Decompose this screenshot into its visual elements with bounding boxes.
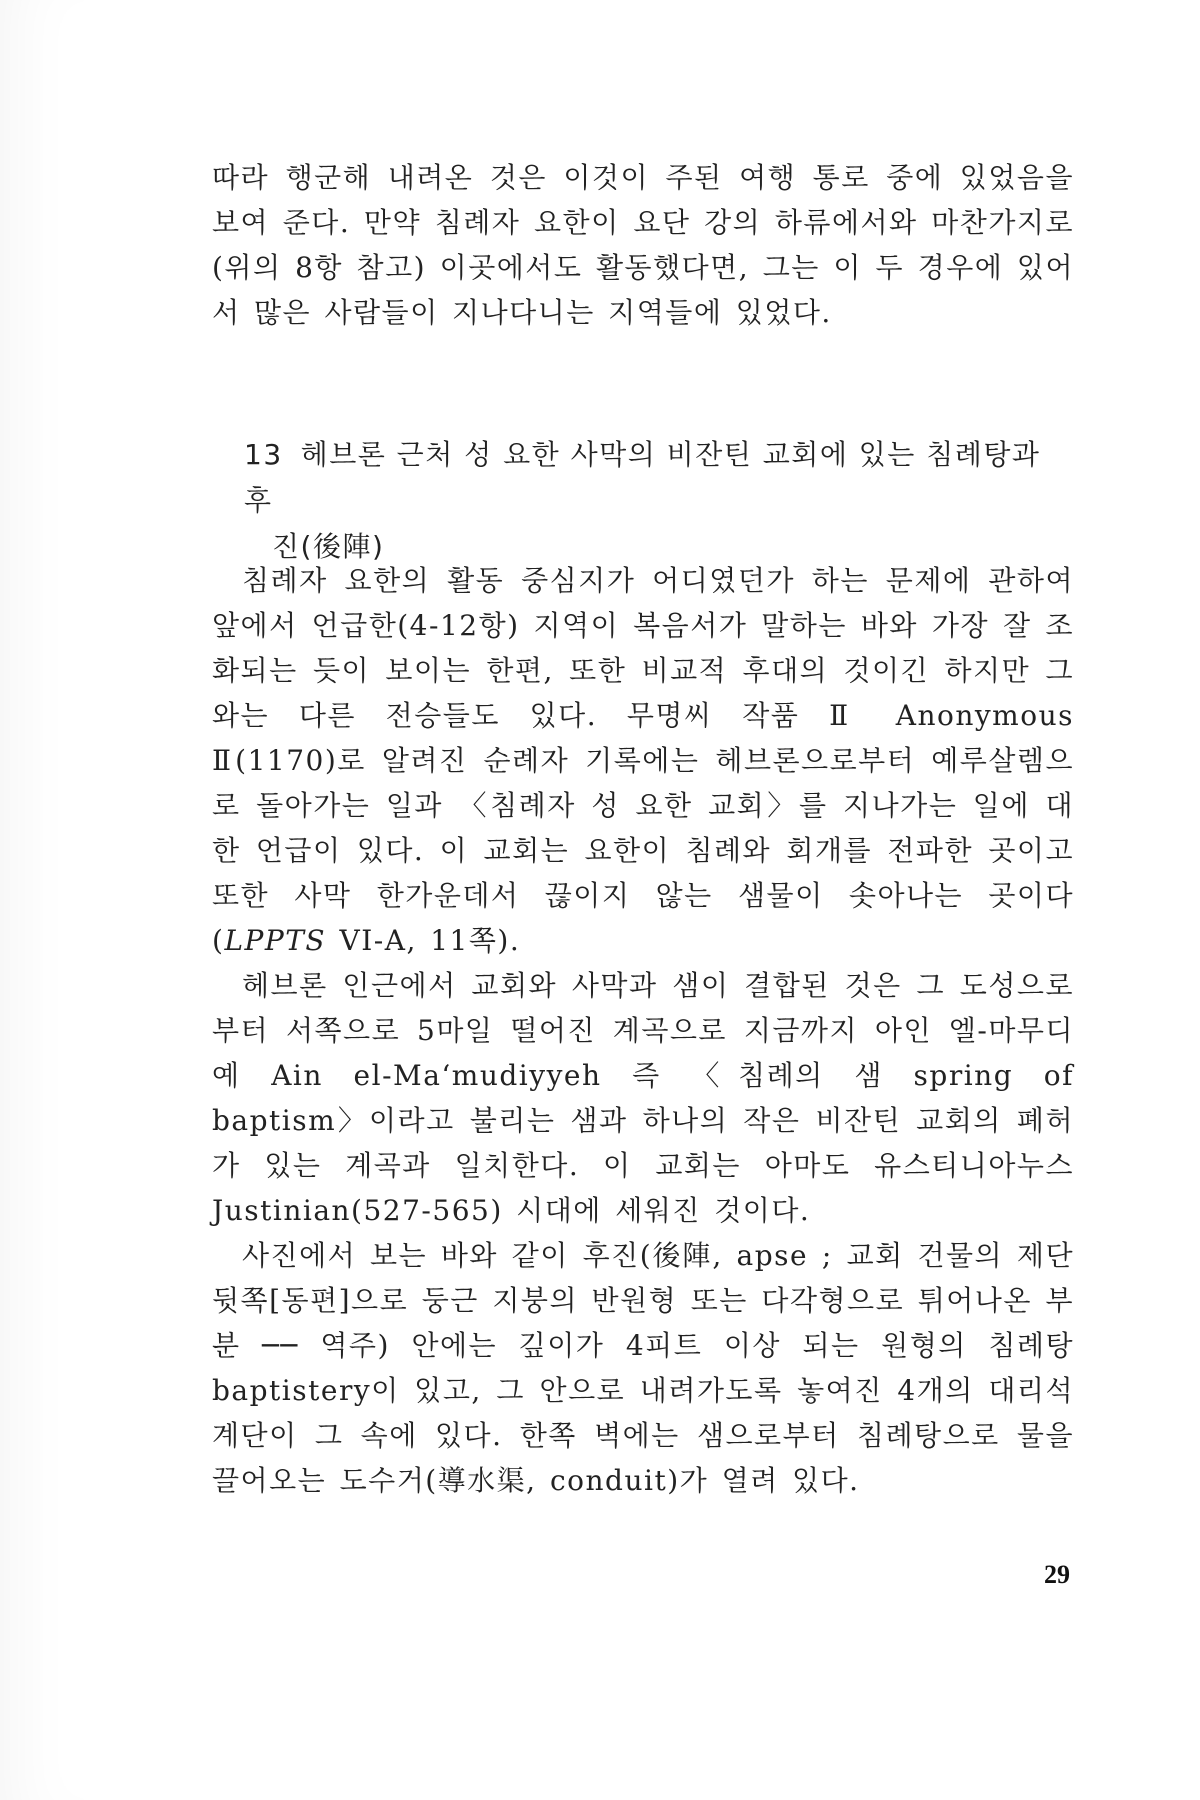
page-number: 29 [1044, 1560, 1070, 1589]
intro-paragraph-block [212, 155, 1074, 335]
body-paragraph-3: 사진에서 보는 바와 같이 후진(後陣, apse ; 교회 건물의 제단 뒷쪽[동편]으로 둥근 지붕의 반원형 또는 다각형으로 튀어나온 부분 ── 역주) 안에는 깊이가 4피트 이상 되는 원형의 침례탕 baptistery이 있고, 그 안으로 내려가도록 놓여진 4개의 대리석 계단이 그 속에 있다. 한쪽 벽에는 샘으로부터 침례탕으로 물을 끌어오는 도수거(導水渠, conduit)가 열려 있다. [212, 1239, 1074, 1497]
section-title-line1: 헤브론 근처 성 요한 사막의 비잔틴 교회에 있는 침례탕과 후 [244, 438, 1041, 517]
body-paragraph-1 [212, 558, 1074, 963]
intro-paragraph: 따라 행군해 내려온 것은 이것이 주된 여행 통로 중에 있었음을 보여 준다. 만약 침례자 요한이 요단 강의 하류에서와 마찬가지로(위의 8항 참고) 이곳에서도 활동했다면, 그는 이 두 경우에 있어서 많은 사람들이 지나다니는 지역들에 있었다. [212, 161, 1074, 329]
section-heading [244, 432, 1074, 570]
citation-source: LPPTS [224, 924, 327, 957]
section-number: 13 [244, 438, 283, 471]
section-title-line2: 진(後陣) [272, 530, 385, 563]
citation-ref: VI-A, 11쪽). [326, 924, 521, 957]
body-paragraph-2: 헤브론 인근에서 교회와 사막과 샘이 결합된 것은 그 도성으로부터 서쪽으로 5마일 떨어진 계곡으로 지금까지 아인 엘-마무디예 Ain el-Ma‘mudiyyeh 즉 〈침례의 샘 spring of baptism〉이라고 불리는 샘과 하나의 작은 비잔틴 교회의 폐허가 있는 계곡과 일치한다. 이 교회는 아마도 유스티니아누스 Justinian(527-565) 시대에 세워진 것이다. [212, 969, 1074, 1227]
section-body [212, 558, 1074, 1503]
body-paragraph-1-text: 침례자 요한의 활동 중심지가 어디였던가 하는 문제에 관하여 앞에서 언급한(4-12항) 지역이 복음서가 말하는 바와 가장 잘 조화되는 듯이 보이는 한편, 또한 비교적 후대의 것이긴 하지만 그와는 다른 전승들도 있다. 무명씨 작품 Ⅱ Anonymous Ⅱ(1170)로 알려진 순례자 기록에는 헤브론으로부터 예루살렘으로 돌아가는 일과 〈침례자 성 요한 교회〉를 지나가는 일에 대한 언급이 있다. 이 교회는 요한이 침례와 회개를 전파한 곳이고 또한 사막 한가운데서 끊이지 않는 샘물이 솟아나는 곳이다( [212, 564, 1074, 957]
